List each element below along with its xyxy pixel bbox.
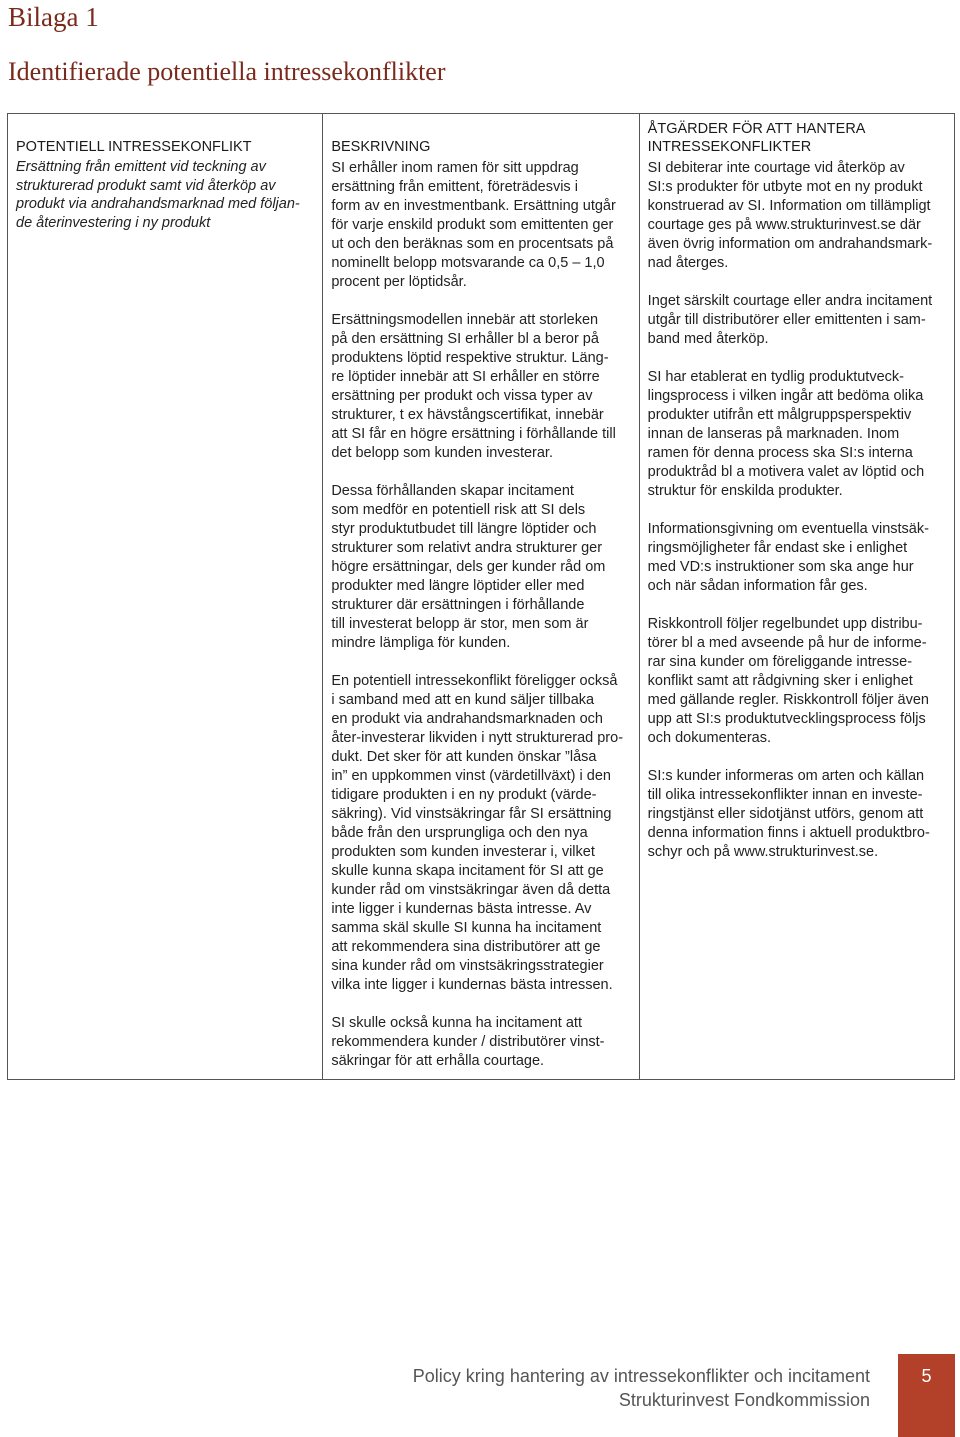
description-paragraph: En potentiell intressekonflikt föreligger också i samband med att en kund säljer tillbaka en produkt via andrahandsmarknaden och åter-investerar likviden i nytt strukturerad pro- dukt. Det sker för att kunden önskar ”låsa in” en uppkommen vinst (värdetillväxt) i den tidigare produkten i en ny produkt (värde- säkring). Vid vinstsäkringar får SI ersättning både från den ursprungliga och den nya produkten som kunden investerar i, vilket skulle kunna skapa incitament för SI att ge kunder råd om vinstsäkringar även då detta inte ligger i kundernas bästa intresse. Av samma skäl skulle SI kunna ha incitament att rekommendera sina distributörer att ge sina kunder råd om vinstsäkringsstrategier vilka inte ligger i kundernas bästa intressen. bbox=[331, 673, 624, 993]
footer-policy-title: Policy kring hantering av intressekonflikter och incitament bbox=[412, 1366, 870, 1386]
description-paragraph: Ersättningsmodellen innebär att storleken på den ersättning SI erhåller bl a beror på produktens löptid respektive struktur. Läng- re löptider innebär att SI erhåller en större ersättning per produkt och vissa typer av strukturer, t ex hävstångscertifikat, innebär att SI får en högre ersättning i förhållande till det belopp som kunden investerar. bbox=[331, 312, 616, 461]
header-measures: ÅTGÄRDER FÖR ATT HANTERA INTRESSEKONFLIKTER bbox=[639, 114, 954, 157]
measures-paragraph: Informationsgivning om eventuella vinstsäk- ringsmöjligheter får endast ske i enlighet med VD:s instruktioner som ska ange hur och när sådan information får ges. bbox=[647, 521, 929, 594]
description-cell bbox=[323, 156, 639, 1080]
measures-paragraph: SI har etablerat en tydlig produktutveck- lingsprocess i vilken ingår att bedöma olika produkter utifrån ett målgruppsperspektiv innan de lanseras på marknaden. Inom ramen för denna process ska SI:s interna produktråd bl a motivera valet av löptid och struktur för enskilda produkter. bbox=[647, 369, 925, 499]
page-number: 5 bbox=[921, 1366, 932, 1386]
header-description: BESKRIVNING bbox=[323, 114, 639, 157]
page-number-box bbox=[898, 1354, 955, 1437]
measures-cell bbox=[639, 156, 954, 1080]
description-paragraph: SI skulle också kunna ha incitament att rekommendera kunder / distributörer vinst- säkringar för att erhålla courtage. bbox=[331, 1015, 605, 1069]
measures-paragraph: SI:s kunder informeras om arten och källan till olika intressekonflikter innan en investe- ringstjänst eller sidotjänst utförs, genom att denna information finns i aktuell produktbro- schyr och på www.strukturinvest.se. bbox=[647, 768, 930, 860]
table-row bbox=[8, 156, 955, 1080]
conflict-text: Ersättning från emittent vid teckning av strukturerad produkt samt vid återköp av produkt via andrahandsmarknad med följan- de återinvestering i ny produkt bbox=[16, 159, 300, 231]
conflict-cell bbox=[8, 156, 323, 1080]
description-paragraph: Dessa förhållanden skapar incitament som medför en potentiell risk att SI dels styr produktutbudet till längre löptider och strukturer som relativt andra strukturer ger högre ersättningar, dels ger kunder råd om produkter med längre löptider eller med strukturer där ersättningen i förhållande till investerat belopp är stor, men som är mindre lämpliga för kunden. bbox=[331, 483, 606, 651]
page-footer bbox=[413, 1364, 870, 1412]
document-heading: Identifierade potentiella intressekonflikter bbox=[8, 57, 446, 86]
measures-paragraph: Inget särskilt courtage eller andra incitament utgår till distributörer eller emittenten i sam- band med återköp. bbox=[647, 293, 933, 347]
conflicts-table bbox=[7, 113, 955, 1080]
measures-paragraph: SI debiterar inte courtage vid återköp av SI:s produkter för utbyte mot en ny produkt konstruerad av SI. Information om tillämpligt courtage ges på www.strukturinvest.se där även övrig information om andrahandsmark- nad återges. bbox=[647, 160, 933, 271]
table-header-row bbox=[8, 114, 955, 157]
measures-paragraph: Riskkontroll följer regelbundet upp distribu- törer bl a med avseende på hur de informe- rar sina kunder om föreliggande intresse- konflikt samt att rådgivning sker i enlighet med gällande regler. Riskkontroll följer även upp att SI:s produktutvecklingsprocess följs och dokumenteras. bbox=[647, 616, 929, 746]
footer-company-name: Strukturinvest Fondkommission bbox=[618, 1390, 870, 1410]
header-conflict: POTENTIELL INTRESSEKONFLIKT bbox=[8, 114, 323, 157]
document-label: Bilaga 1 bbox=[8, 2, 99, 32]
description-paragraph: SI erhåller inom ramen för sitt uppdrag ersättning från emittent, företrädesvis i form av en investmentbank. Ersättning utgår för varje enskild produkt som emittenten ger ut och den beräknas som en procentsats på nominellt belopp motsvarande ca 0,5 – 1,0 procent per löptidsår. bbox=[331, 160, 616, 290]
